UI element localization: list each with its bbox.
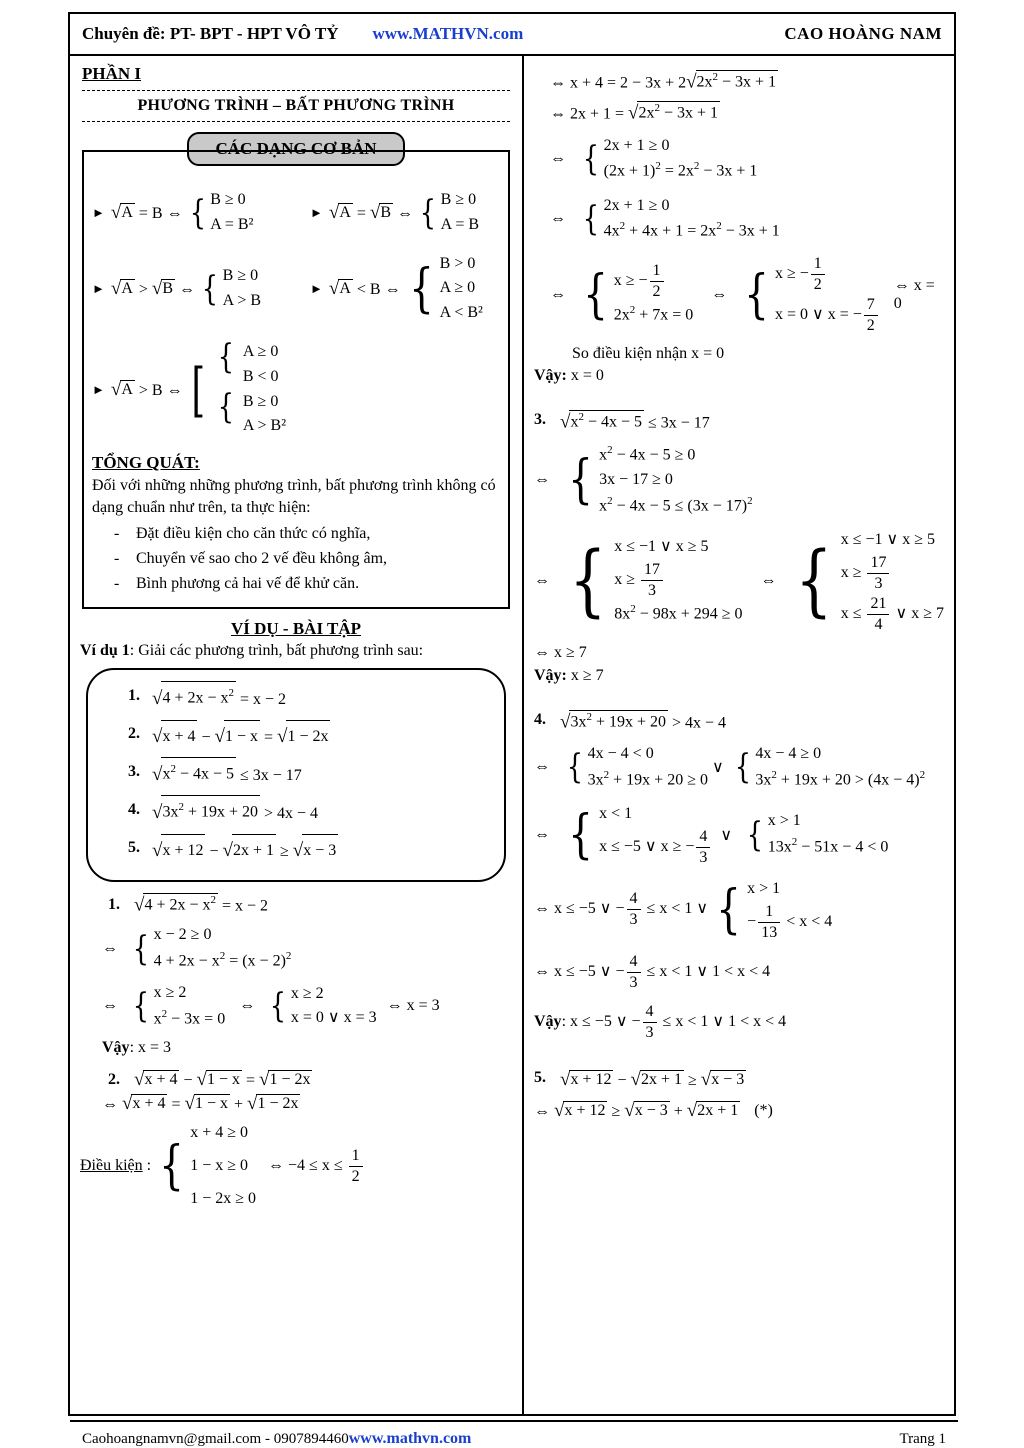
brace-icon: { [189,192,206,233]
solution-5-step [534,1100,944,1122]
case: x > 1 [747,879,781,897]
cont2-line-1-text: ⇔ $x + 4 = 2 - 3x + 2√2x^2 - 3x + 1$ [550,71,777,93]
brace-icon: { [582,264,608,325]
vidu-label: Ví dụ 1 [80,641,130,659]
formula-1 [92,188,310,238]
sys-cases-a [588,742,708,793]
left-column [70,56,524,1414]
step-cases [154,923,292,974]
solution-4-step-4-text: ⇔ x ≤ −5 ∨ − $\frac{4}{3}$ ≤ x < 1 ∨ 1 < x < 4 [534,952,771,991]
case: $3x^2 + 19x + 20 > (4x - 4)^2$ [755,768,926,789]
header-author: CAO HOÀNG NAM [784,24,942,43]
right-column [524,56,954,1414]
case: x + 4 ≥ 0 [190,1123,249,1141]
case: x > 1 [767,812,801,830]
solution-4-step-3-text: ⇔ x ≤ −5 ∨ − $\frac{4}{3}$ ≤ x < 1 ∨ [534,890,709,929]
divider-bottom [82,121,510,122]
case: $4x^2 + 4x + 1 = 2x^2 - 3x + 1$ [603,220,780,240]
bullet-icon: ► [92,280,105,296]
solution-number: 1. [108,895,120,913]
two-column-body [70,56,954,1414]
brace-icon: { [419,192,436,233]
or-icon: ∨ [720,826,733,844]
cont2-line-4 [534,194,944,245]
steps-list [92,522,500,596]
case: 1 − 2x ≥ 0 [190,1189,257,1207]
formula-row-1 [92,188,500,238]
case: $2x^2 + 7x = 0$ [613,303,694,324]
case: $x^2 - 4x - 5 \le (3x - 17)^2$ [599,494,753,515]
formula-3-cases [223,264,261,314]
list-item [100,680,492,718]
formula-2-cases [441,188,479,238]
brace-icon: { [568,450,593,511]
problem-text: $√x^2 - 4x - 5 \le 3x - 17$ [152,756,302,794]
list-item: - Chuyển vế sao cho 2 vế đều không âm, [110,547,500,572]
case: x ≥ − $\frac{1}{2}$ [775,254,880,295]
examples-title: VÍ DỤ - BÀI TẬP [230,618,362,638]
tong-quat-paragraph: Đối với những những phương trình, bất phương trình không có dạng chuẩn như trên, ta thực hiện: [92,477,496,516]
case: A ≥ 0 [242,342,279,360]
sys-cases-b [768,809,889,860]
problem-number: 5. [128,838,140,856]
cont2-cases-4 [604,194,780,245]
case: x ≥ $\frac{17}{3}$ [614,560,742,601]
case: A > B [222,291,262,309]
solution-statement: $√x^2 - 4x - 5 \le 3x - 17$ [560,410,710,432]
case: $3x^2 + 19x + 20 \ge 0$ [587,768,708,789]
problem-number: 4. [128,800,140,818]
equiv-icon: ⇔ [102,939,118,957]
divider-top [82,90,510,91]
bracket-icon: [ [191,355,205,424]
solution-4-sys-1 [534,742,944,793]
footer-page-number: Trang 1 [899,1431,946,1447]
condition-result: ⇔ −4 ≤ x ≤ $\frac{1}{2}$ [268,1157,365,1174]
vay-label: Vậy: [534,666,567,684]
vay-label: Vậy [102,1038,130,1056]
so-dieu-kien: So điều kiện nhận x = 0 [572,344,725,362]
brace-icon: { [716,879,742,940]
case: − $\frac{1}{13}$ < x < 4 [747,902,833,941]
solution-1-conclusion [102,1039,512,1057]
equiv-icon: ⇔ [534,825,550,843]
solution-4-sys-2 [534,802,944,868]
cont2-line-5 [534,254,944,336]
vay-value: x ≥ 7 [566,666,604,684]
dieu-kien-label: Điều kiện [80,1157,143,1175]
brace-icon: { [568,536,606,627]
case: A = B² [210,215,254,233]
condition-cases [190,1121,364,1212]
case: $8x^2 - 98x + 294 \ge 0$ [614,603,743,623]
case: x < 1 [599,804,633,822]
case: B ≥ 0 [242,392,279,410]
cont2-line-3 [534,134,944,185]
solution-2-step: ⇔ √x + 4 = √1 − x + √1 − 2x [102,1092,299,1114]
case: x = 0 ∨ x = − $\frac{7}{2}$ [775,295,880,336]
solution-3-sys-1 [534,442,944,519]
solution-number: 4. [534,710,546,728]
vay-value: : x ≤ −5 ∨ − $\frac{4}{3}$ ≤ x < 1 ∨ 1 < x < 4 [561,1002,787,1041]
step-cases-a [154,981,226,1032]
tong-quat-text: TỔNG QUÁT [92,453,195,473]
equiv-icon: ⇔ [534,471,550,489]
header-site-link[interactable]: www.MATHVN.com [372,24,524,43]
formula-row-3 [92,337,500,439]
sys-cases-c [747,877,832,943]
equiv-icon: ⇔ [102,997,118,1015]
equiv-icon: ⇔ [760,572,777,590]
problem-text: √x + 4 − √1 − x = √1 − 2x [152,718,330,756]
case: x = 0 ∨ x = 3 [290,1009,377,1027]
sys-cases-b [755,742,925,793]
case: $(2x + 1)^2 = 2x^2 - 3x + 1$ [603,160,758,180]
formula-5 [92,337,287,439]
brace-icon: { [159,1136,185,1197]
case: B ≥ 0 [440,191,477,208]
bullet-icon: ► [92,381,105,397]
equiv-icon: ⇔ [711,285,728,303]
problem-list-box [86,668,506,882]
solution-3-conclusion [534,667,944,685]
page-header [70,14,954,56]
case: x ≥ $\frac{17}{3}$ [841,553,944,594]
case: 2x + 1 ≥ 0 [603,136,670,154]
sys-cases-a [614,535,742,627]
solution-4-step-3 [534,877,944,943]
brace-icon: { [795,536,833,627]
bullet-icon: ► [310,280,323,296]
problem-text: √x + 12 − √2x + 1 ≥ √x − 3 [152,832,338,870]
equiv-icon: ⇔ [239,997,256,1015]
problem-number: 2. [128,724,140,742]
problem-number: 1. [128,686,140,704]
inner-cases-2 [243,390,286,440]
case: 4x − 4 ≥ 0 [755,745,822,762]
case: 2x + 1 ≥ 0 [603,196,670,214]
equiv-icon: ⇔ [534,572,550,590]
equiv-icon: ⇔ [550,150,566,168]
cont2-cases-3 [604,134,758,185]
brace-icon: { [201,268,218,309]
list-item [100,718,492,756]
solution-3-result [534,644,944,662]
formula-5-lhs: √A > B ⇔ [110,378,183,400]
brace-icon: { [269,986,287,1027]
case: B < 0 [242,367,279,385]
vidu-text: : Giải các phương trình, bất phương trình sau: [129,641,424,659]
brace-icon: { [132,986,149,1027]
formula-5-cases [211,337,287,439]
bullet-icon: ► [310,204,323,220]
sys-cases-a [599,802,712,868]
vay-label: Vậy [534,1013,562,1031]
formula-3-lhs: √A > √B ⇔ [110,277,196,299]
solution-number: 5. [534,1068,546,1086]
solution-2-head [80,1069,512,1091]
vidu-line [80,642,512,660]
solution-5-head [534,1069,944,1091]
list-item [100,756,492,794]
case [190,1146,364,1187]
case: B > 0 [439,254,476,272]
formula-row-2 [92,252,500,326]
brace-icon: { [217,387,235,428]
formula-4-cases [440,252,483,326]
solution-3-sys-2 [534,528,944,635]
brace-icon: { [566,747,583,788]
cont2-line-2 [534,102,944,124]
part-title: PHẦN I [82,64,142,83]
star-marker: (*) [754,1101,773,1119]
solution-1-result: ⇔ x = 3 [386,997,440,1015]
vay-label: Vậy: [534,366,567,384]
brace-icon: { [744,264,769,325]
solution-statement: $√3x^2 + 19x + 20 > 4x - 4$ [560,710,727,732]
solution-5-step-text: ⇔ √x + 12 ≥ √x − 3 + √2x + 1 [534,1099,739,1121]
solution-number: 2. [108,1070,120,1088]
solution-4-step-4 [534,952,944,993]
formula-3 [92,264,310,314]
equiv-icon: ⇔ [550,210,566,228]
solution-statement: $√4 + 2x - x^2 = x - 2$ [134,893,269,916]
case-group-2 [211,387,287,440]
case: $x^2 - 3x = 0$ [153,1007,226,1028]
cont2-line-1 [534,71,944,93]
case: A = B [440,215,480,233]
cont2-line-2-text: ⇔ $2x + 1 = √2x^2 - 3x + 1$ [550,102,719,124]
case: 3x − 17 ≥ 0 [599,470,673,488]
problem-number: 3. [128,762,140,780]
solution-1-head [80,894,512,916]
brace-icon: { [734,747,751,788]
case: B ≥ 0 [210,191,246,208]
case: $4 + 2x - x^2 = (x - 2)^2$ [153,949,292,970]
header-left-title: Chuyên đề: PT- BPT - HPT VÔ TỶ [82,24,339,43]
case: x ≥ 2 [153,984,187,1001]
tong-quat-label: TỔNG QUÁT: [92,453,200,473]
cont2-result: ⇔ x = 0 [893,276,935,312]
list-item: - Đặt điều kiện cho căn thức có nghĩa, [110,522,500,547]
vay-value: x = 0 [566,366,604,384]
basic-forms-banner: CÁC DẠNG CƠ BẢN [187,132,404,166]
formula-1-lhs: √A = B ⇔ [110,201,183,223]
vay-value: : x = 3 [129,1038,172,1056]
solution-statement: √x + 12 − √2x + 1 ≥ √x − 3 [560,1068,745,1090]
case: x ≥ 2 [290,984,324,1002]
footer-site-link[interactable]: www.mathvn.com [348,1430,472,1447]
solution-number: 3. [534,410,546,428]
case: x − 2 ≥ 0 [153,926,212,944]
list-item [100,794,492,832]
case: A < B² [439,304,483,322]
basic-forms-box [82,150,510,609]
case: $x^2 - 4x - 5 \ge 0$ [599,443,696,464]
case: A > B² [242,417,287,435]
cont2-cases-5a [614,261,694,328]
case: x ≥ − $\frac{1}{2}$ [614,261,694,302]
solution-4-head [534,711,944,733]
sys-cases [599,442,753,519]
brace-icon: { [746,814,764,855]
case: $13x^2 - 51x - 4 < 0$ [767,836,889,856]
case-text: 1 − x ≥ 0 [190,1156,249,1174]
solution-1-step-1 [102,923,512,974]
list-item [100,832,492,870]
document-page [68,12,956,1447]
cont2-cases-5b [775,254,880,336]
formula-2-lhs: √A = √B ⇔ [328,201,414,223]
inner-cases-1 [243,340,279,390]
page-footer [70,1430,958,1448]
formula-4 [310,252,483,326]
solution-3-result-text: ⇔ x ≥ 7 [534,643,587,661]
solution-2 [80,1069,512,1212]
brace-icon: { [582,139,599,180]
solution-3-head [534,411,944,433]
brace-icon: { [217,337,235,378]
case: B ≥ 0 [222,266,259,284]
sys-cases-b [841,528,944,635]
equiv-icon: ⇔ [550,285,566,303]
case-group-1 [211,337,286,390]
case: x ≤ $\frac{21}{4}$ ∨ x ≥ 7 [840,594,944,633]
equiv-icon: ⇔ [534,758,550,776]
solution-2-conditions: Điều kiện : { x + 4 ≥ 0 1 − x ≥ 0 ⇔ −4 ≤ x ≤ $\frac{1}{2}$ 1 − 2x ≥ 0 [80,1121,512,1212]
brace-icon: { [408,258,434,319]
problem-text: $√3x^2 + 19x + 20 > 4x - 4$ [152,794,318,832]
footer-divider [70,1420,958,1422]
subject-title: PHƯƠNG TRÌNH – BẤT PHƯƠNG TRÌNH [137,97,455,114]
solution-4-conclusion [534,1002,944,1043]
bullet-icon: ► [92,204,105,220]
brace-icon: { [132,928,149,969]
footer-contact: Caohoangnamvn@gmail.com - 0907894460 [82,1431,349,1447]
problem-text: $√4 + 2x - x^2 = x - 2$ [152,680,286,718]
case: x ≤ −5 ∨ x ≥ − $\frac{4}{3}$ [599,827,712,868]
solution-1-step-2 [102,981,512,1032]
case: x ≤ −1 ∨ x ≥ 5 [840,530,935,548]
step-cases-b [291,982,377,1032]
or-icon: ∨ [711,759,724,777]
formula-4-lhs: √A < B ⇔ [328,277,401,299]
case: x ≤ −1 ∨ x ≥ 5 [614,538,709,556]
list-item: - Bình phương cả hai vế để khử căn. [110,572,500,597]
formula-1-cases [210,188,253,238]
solution-statement: √x + 4 − √1 − x = √1 − 2x [134,1068,311,1090]
brace-icon: { [582,199,599,240]
solution-1 [80,894,512,1057]
case: A ≥ 0 [439,279,476,297]
case: 4x − 4 < 0 [587,745,654,762]
formula-2 [310,188,479,238]
cont2-conclusion [534,367,944,385]
brace-icon: { [568,804,593,865]
